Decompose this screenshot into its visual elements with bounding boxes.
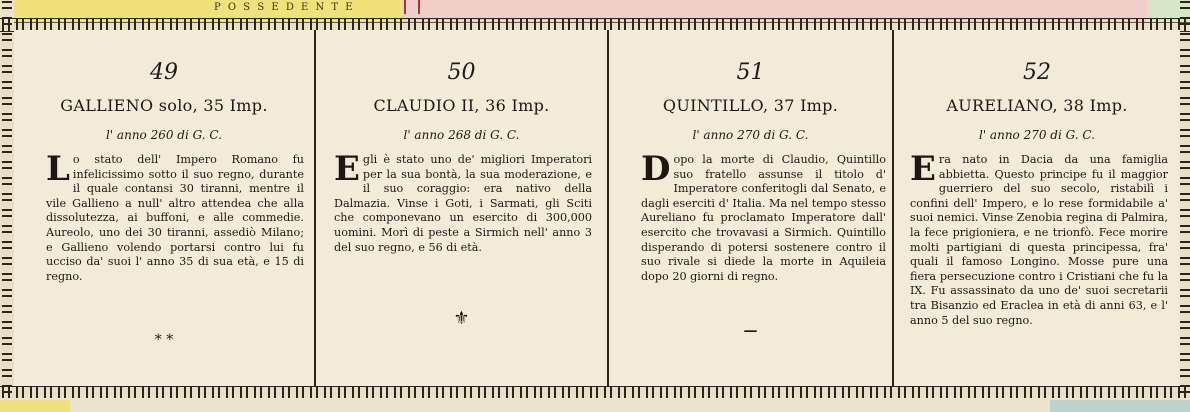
emperor-title: AURELIANO, 38 Imp. [946,96,1128,115]
entry-number: 51 [736,60,765,85]
biography-text [910,149,1168,328]
emperor-panel-aureliano [894,30,1180,386]
dash-ornament: — [743,323,758,339]
drop-cap: E [334,149,360,189]
chain-border-left [2,0,12,412]
drop-cap: L [46,149,70,189]
drop-cap: D [641,149,671,189]
biography-body: opo la morte di Claudio, Quintillo suo fratello assunse il titolo d' Imperatore conferitogli dal Senato, e dagli eserciti d' Italia. Ma nel tempo stesso Aureliano fu proclamato Imperatore dall' esercito che trovavasi a Sirmich. Quintillo disperando di potersi sostenere contro il suo rivale si diede la morte in Aquileia dopo 20 giorni di regno. [641,153,886,283]
reign-year: l' anno 270 di G. C. [692,128,809,142]
emperor-panel-claudio [316,30,607,386]
fleur-de-lis-icon: ⚜ [453,308,470,329]
reign-year: l' anno 260 di G. C. [105,128,222,142]
biography-text [46,149,304,284]
emperor-panel-quintillo [609,30,892,386]
biography-text [334,149,592,255]
entry-number: 50 [447,60,476,85]
reign-year: l' anno 268 di G. C. [403,128,520,142]
bottom-border-strip [0,398,1190,412]
emperor-title: QUINTILLO, 37 Imp. [662,96,839,115]
reign-year: l' anno 270 di G. C. [978,128,1095,142]
entry-number: 52 [1023,60,1051,85]
emperor-title: CLAUDIO II, 36 Imp. [373,96,550,115]
red-tick-mark [404,0,406,14]
biography-text [641,149,886,284]
red-tick-mark [418,0,420,14]
chain-border-right [1180,0,1190,412]
top-text-fragment: P O S S E D E N T E [214,2,355,13]
biography-body: gli è stato uno de' migliori Imperatori per la sua bontà, la sua moderazione, e il suo coraggio: era nativo della Dalmazia. Vinse i Goti, i Sarmati, gli Sciti che componevano un esercito di 300,000 uomini. Morì di peste a Sirmich nell' anno 3 del suo regno, e 56 di età. [334,153,592,254]
asterisk-ornament: * * [154,332,174,348]
emperor-panel-gallieno [14,30,314,386]
bottom-cyan-band [1050,400,1190,412]
entry-number: 49 [150,60,178,85]
emperor-title: GALLIENO solo, 35 Imp. [60,96,268,115]
bottom-yellow-band [0,400,70,412]
biography-body: o stato dell' Impero Romano fu infelicissimo sotto il suo regno, durante il quale contansi 30 tiranni, mentre il vile Gallieno a null' altro attendea che alla dissolutezza, ai buffoni, e alle commedie. Aureolo, uno dei 30 tiranni, assediò Milano; e Gallieno volendo portarsi contro lui fu ucciso da' suoi l' anno 35 di sua età, e 15 di regno. [46,153,304,283]
drop-cap: E [910,149,936,189]
biography-body: ra nato in Dacia da una famiglia abbietta. Questo principe fu il maggior guerriero del suo secolo, ristabilì i confini dell' Impero, e lo rese formidabile a' suoi nemici. Vinse Zenobia regina di Palmira, la fece prigioniera, e ne trionfò. Fece morire molti partigiani di questa principessa, fra' quali il famoso Longino. Mosse pure una fiera persecuzione contro i Cristiani che fu la IX. Fu assassinato da uno de' suoi secretarii tra Bisanzio ed Eraclea in età di anni 63, e l' anno 5 del suo regno. [910,153,1168,327]
